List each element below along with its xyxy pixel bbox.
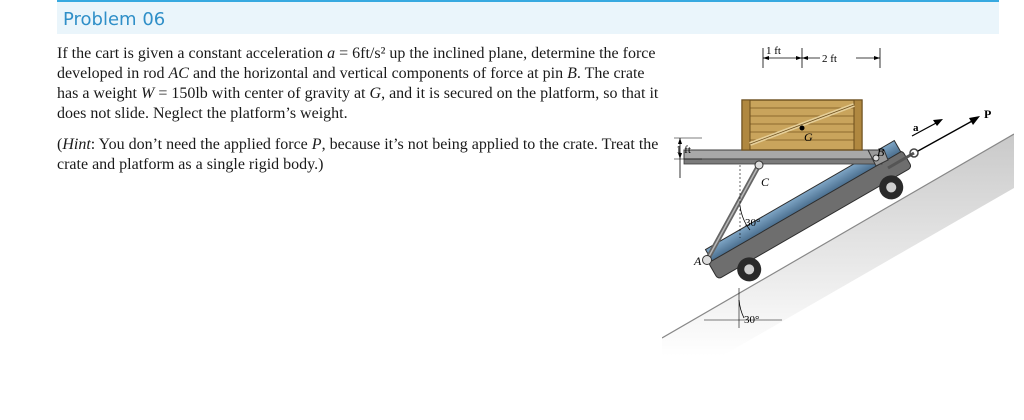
problem-title: Problem 06 (63, 9, 166, 30)
dimension-2ft: 2 ft (822, 53, 837, 65)
symbol-B: B (567, 65, 577, 82)
p1-text-2: = 6ft/s² up the inclined plane, determine the force developed in rod (57, 45, 656, 82)
force-p-arrow (918, 120, 974, 151)
symbol-G: G (369, 85, 382, 102)
platform (684, 150, 882, 159)
label-force-p: P (984, 107, 992, 121)
p1-text-1: If the cart is given a constant acceleration (57, 45, 328, 62)
accel-a-arrowhead (933, 119, 943, 126)
pin-a (703, 256, 712, 265)
p2-text-1: ( (57, 136, 63, 153)
problem-statement (57, 44, 669, 186)
symbol-a: a (327, 45, 336, 62)
force-p-arrowhead (969, 116, 980, 125)
cart-figure (662, 38, 1014, 356)
crate (742, 100, 862, 150)
problem-paragraph-1 (57, 44, 669, 124)
label-b: B (877, 145, 885, 159)
label-a: A (694, 254, 702, 268)
dimension-1ft-side: 1 ft (676, 144, 691, 156)
symbol-AC: AC (168, 65, 189, 82)
label-accel: a (913, 122, 919, 134)
problem-header (57, 0, 999, 34)
p1-text-5: = 150lb with center of gravity at (154, 85, 370, 102)
pin-c (755, 161, 763, 169)
platform-rail (684, 159, 882, 164)
label-g: G (804, 130, 813, 144)
angle-label-rod: 30° (745, 217, 761, 229)
incline-line (662, 134, 1014, 338)
symbol-P: P (311, 136, 322, 153)
dimension-1ft-top: 1 ft (766, 45, 781, 57)
label-c: C (761, 175, 770, 189)
hint-word: Hint (62, 136, 91, 153)
p1-text-4: . The crate has a weight (57, 65, 645, 102)
angle-label-incline: 30° (744, 314, 760, 326)
p1-text-6: , and it is secured on the platform, so that it does not slide. Neglect the platform’s weight. (57, 85, 659, 122)
p2-text-2: : You don’t need the applied force (90, 136, 312, 153)
p2-text-3: , because it’s not being applied to the crate. Treat the crate and platform as a single rigid body.) (57, 136, 659, 173)
symbol-W: W (140, 85, 155, 102)
p1-text-3: and the horizontal and vertical components of force at pin (188, 65, 568, 82)
problem-paragraph-2 (57, 135, 669, 175)
